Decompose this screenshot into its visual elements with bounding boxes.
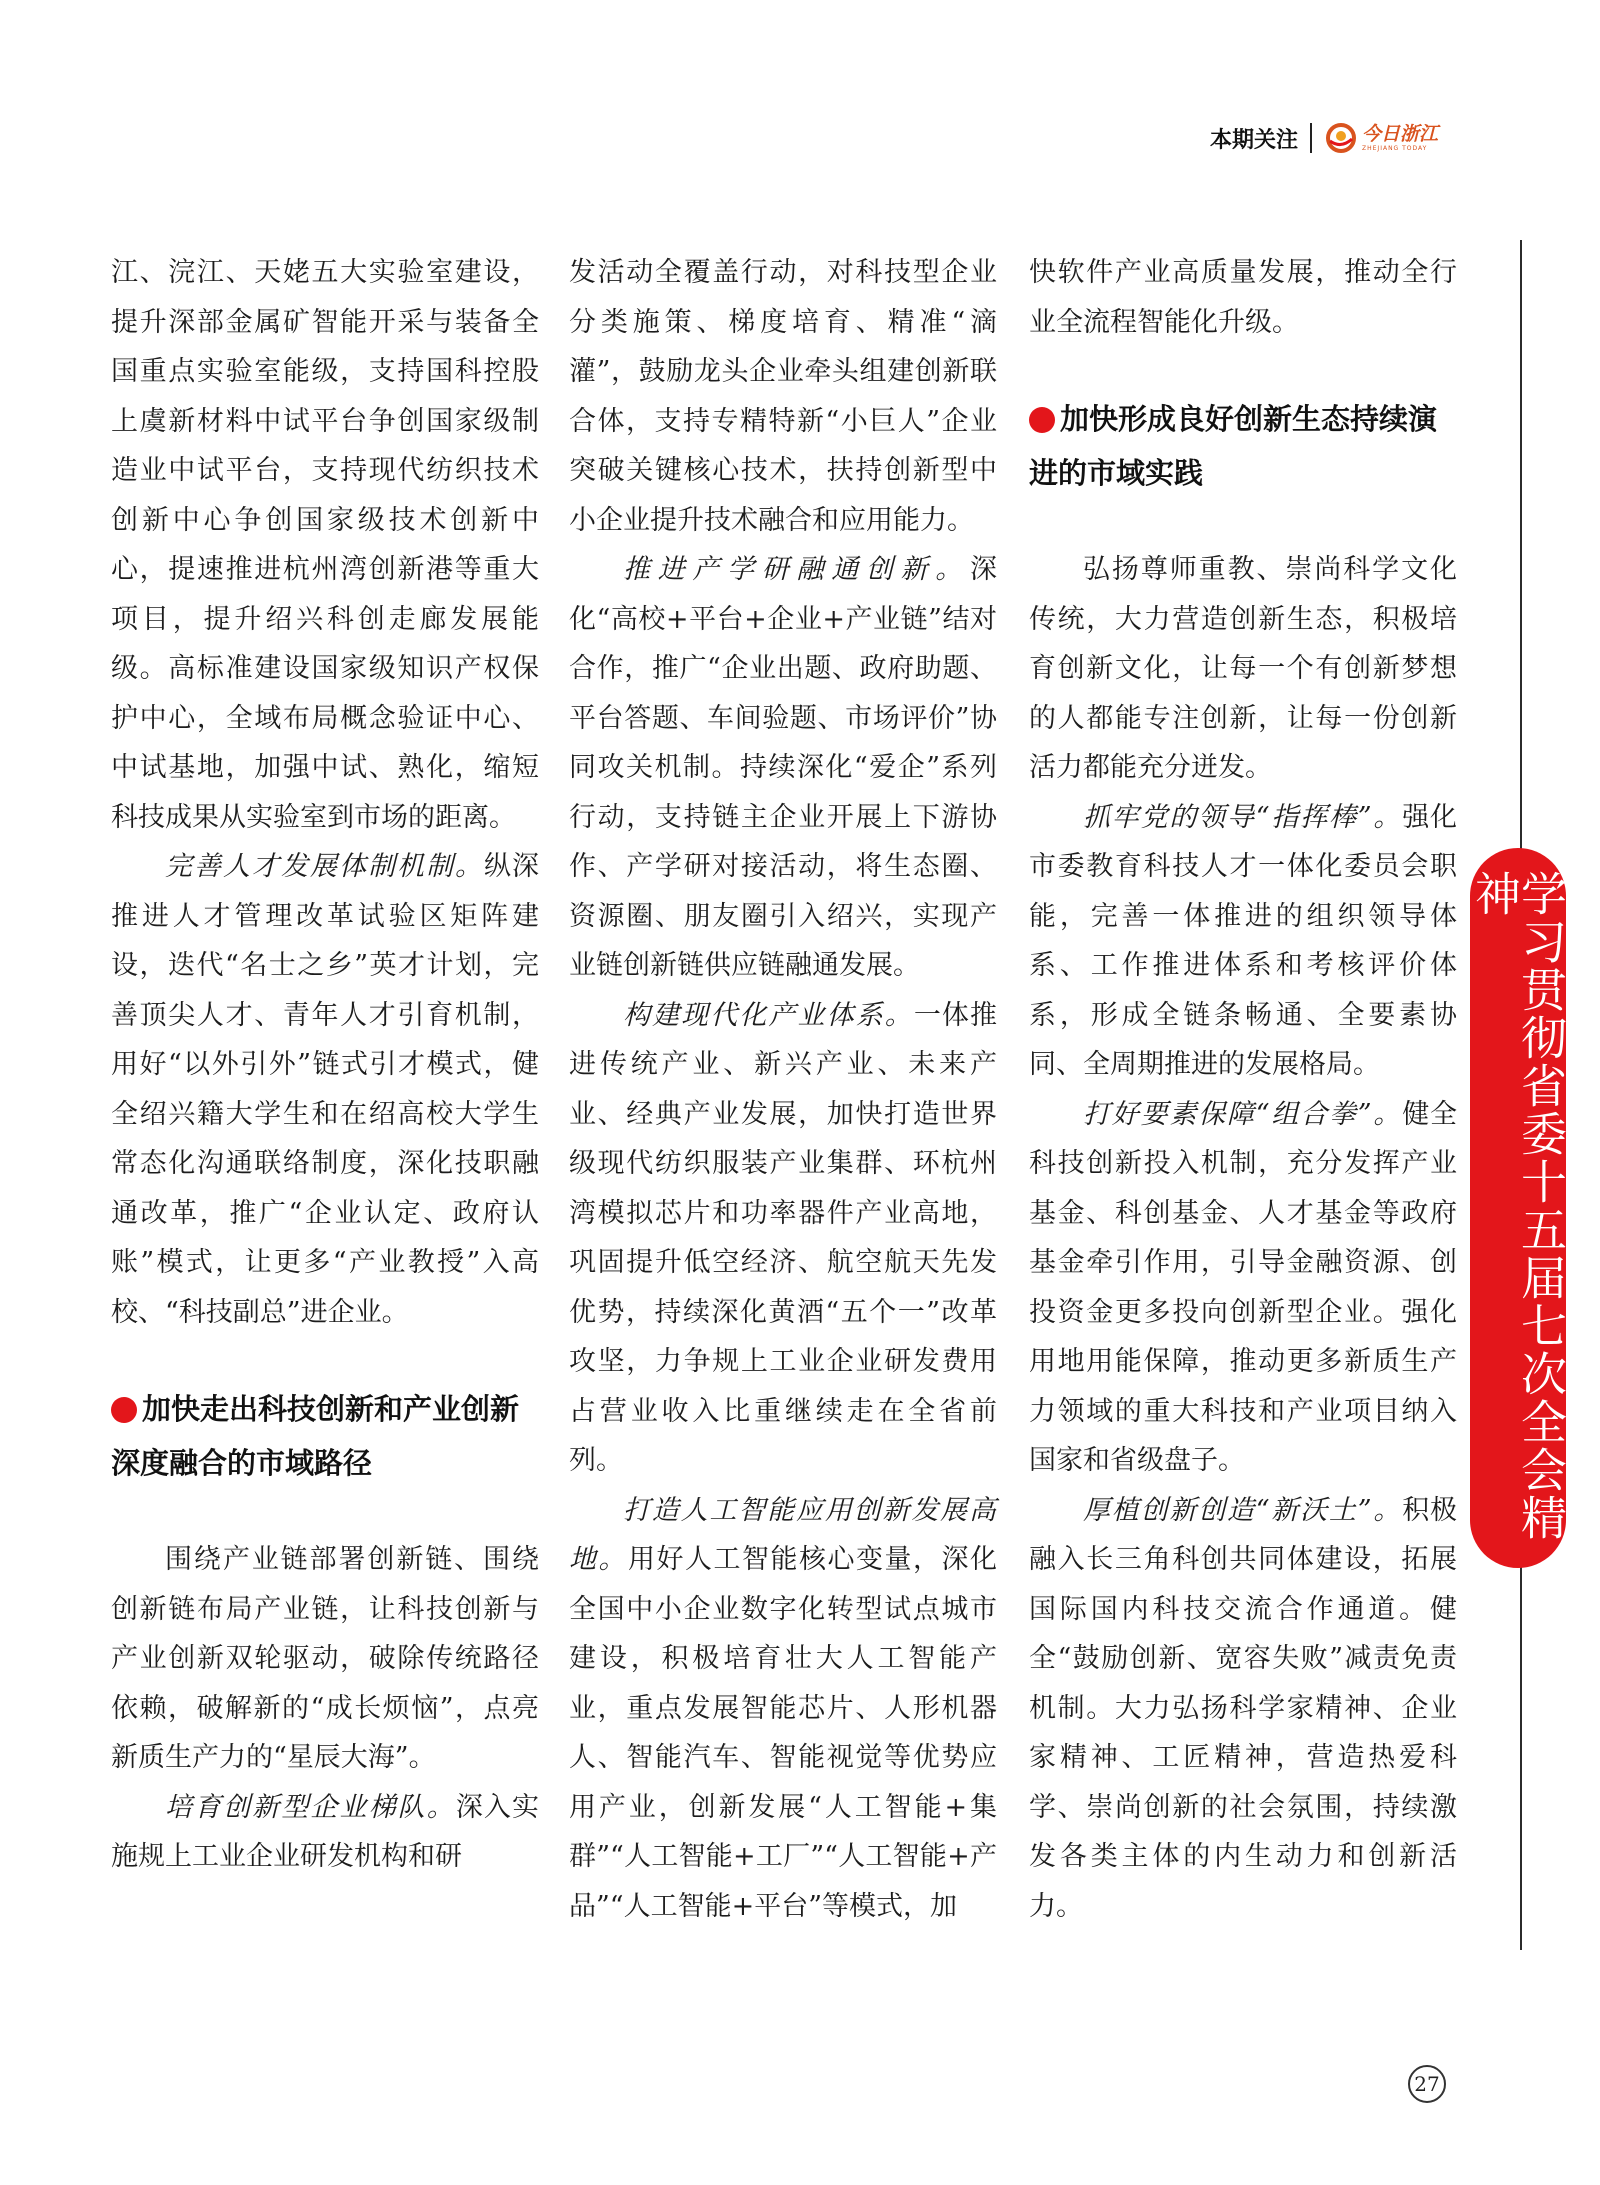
paragraph-lead: 打造人工智能应用创新发展高地。 [569, 1494, 997, 1575]
paragraph-body: 用好人工智能核心变量，深化全国中小企业数字化转型试点城市建设，积极培育壮大人工智能产业，重点发展智能芯片、人形机器人、智能汽车、智能视觉等优势应用产业，创新发展“人工智能+集群”“人工智能+工厂”“人工智能+产品”“人工智能+平台”等模式，加 [569, 1544, 997, 1922]
paragraph [1029, 793, 1457, 1090]
paragraph-body: 健全科技创新投入机制，充分发挥产业基金、科创基金、人才基金等政府基金牵引作用，引导金融资源、创投资金更多投向创新型企业。强化用地用能保障，推动更多新质生产力领域的重大科技和产业项目纳入国家和省级盘子。 [1029, 1098, 1458, 1476]
paragraph: 快软件产业高质量发展，推动全行业全流程智能化升级。 [1029, 257, 1457, 338]
paragraph [1029, 1486, 1457, 1932]
paragraph-lead: 完善人才发展体制机制。 [165, 851, 484, 882]
paragraph-body: 纵深推进人才管理改革试验区矩阵建设，迭代“名士之乡”英才计划，完善顶尖人才、青年人才引育机制，用好“以外引外”链式引才模式，健全绍兴籍大学生和在绍高校大学生常态化沟通联络制度，深化技职融通改革，推广“企业认定、政府认账”模式，让更多“产业教授”入高校、“科技副总”进企业。 [111, 851, 539, 1328]
paragraph-body: 一体推进传统产业、新兴产业、未来产业、经典产业发展，加快打造世界级现代纺织服装产业集群、环杭州湾模拟芯片和功率器件产业高地，巩固提升低空经济、航空航天先发优势，持续深化黄酒“五个一”改革攻坚，力争规上工业企业研发费用占营业收入比重继续走在全省前列。 [569, 999, 998, 1476]
paragraph-lead: 推进产学研融通创新。 [623, 554, 970, 585]
paragraph-body: 积极融入长三角科创共同体建设，拓展国际国内科技交流合作通道。健全“鼓励创新、宽容失败”减责免责机制。大力弘扬科学家精神、企业家精神、工匠精神，营造热爱科学、崇尚创新的社会氛围，持续激发各类主体的内生动力和创新活力。 [1029, 1494, 1458, 1922]
side-tab [1470, 848, 1566, 1568]
paragraph [569, 545, 997, 991]
header-divider [1310, 123, 1312, 153]
paragraph-body: 强化市委教育科技人才一体化委员会职能，完善一体推进的组织领导体系、工作推进体系和考核评价体系，形成全链条畅通、全要素协同、全周期推进的发展格局。 [1029, 801, 1458, 1080]
paragraph [111, 842, 539, 1337]
paragraph: 围绕产业链部署创新链、围绕创新链布局产业链，让科技创新与产业创新双轮驱动，破除传统路径依赖，破解新的“成长烦恼”，点亮新质生产力的“星辰大海”。 [111, 1544, 539, 1773]
article-column-2 [569, 248, 997, 1931]
page-number: 27 [1408, 2065, 1446, 2103]
logo-wordmark [1362, 122, 1439, 152]
sun-logo-icon [1324, 121, 1358, 155]
paragraph-body: 深化“高校+平台+企业+产业链”结对合作，推广“企业出题、政府助题、平台答题、车间验题、市场评价”协同攻关机制。持续深化“爱企”系列行动，支持链主企业开展上下游协作、产学研对接活动，将生态圈、资源圈、朋友圈引入绍兴，实现产业链创新链供应链融通发展。 [569, 554, 997, 981]
paragraph [569, 1486, 997, 1932]
page-header [1210, 118, 1438, 158]
paragraph-lead: 打好要素保障“组合拳”。 [1083, 1098, 1403, 1130]
paragraph-lead: 厚植创新创造“新沃土”。 [1083, 1494, 1403, 1526]
section-title: 本期关注 [1210, 127, 1299, 153]
paragraph-lead: 培育创新型企业梯队。 [165, 1791, 456, 1823]
bullet-dot-icon [111, 1397, 137, 1423]
article-column-1 [111, 248, 539, 1882]
section-heading [1029, 392, 1457, 500]
section-heading-text: 加快形成良好创新生态持续演进的市域实践 [1029, 402, 1438, 490]
paragraph-lead: 抓牢党的领导“指挥棒”。 [1083, 801, 1403, 833]
bullet-dot-icon [1029, 407, 1055, 433]
paragraph [1029, 1090, 1457, 1486]
section-heading [111, 1382, 539, 1490]
logo-subtext: ZHEJIANG TODAY [1362, 144, 1428, 152]
section-heading-text: 加快走出科技创新和产业创新深度融合的市域路径 [111, 1392, 520, 1480]
paragraph [111, 1783, 539, 1882]
paragraph: 弘扬尊师重教、崇尚科学文化传统，大力营造创新生态，积极培育创新文化，让每一个有创新梦想的人都能专注创新，让每一份创新活力都能充分迸发。 [1029, 554, 1457, 783]
paragraph-lead: 构建现代化产业体系。 [623, 999, 914, 1031]
paragraph [569, 991, 997, 1486]
logo-text: 今日浙江 [1362, 122, 1439, 145]
paragraph: 江、浣江、天姥五大实验室建设，提升深部金属矿智能开采与装备全国重点实验室能级，支持国科控股上虞新材料中试平台争创国家级制造业中试平台，支持现代纺织技术创新中心争创国家级技术创新中心，提速推进杭州湾创新港等重大项目，提升绍兴科创走廊发展能级。高标准建设国家级知识产权保护中心，全域布局概念验证中心、中试基地，加强中试、熟化，缩短科技成果从实验室到市场的距离。 [111, 257, 539, 833]
side-tab-text: 学习贯彻省委十五届七次全会精神 [1468, 870, 1568, 1542]
article-column-3 [1029, 248, 1457, 1931]
paragraph: 发活动全覆盖行动，对科技型企业分类施策、梯度培育、精准“滴灌”，鼓励龙头企业牵头组建创新联合体，支持专精特新“小巨人”企业突破关键核心技术，扶持创新型中小企业提升技术融合和应用能力。 [569, 257, 997, 536]
paragraph-body: 深入实施规上工业企业研发机构和研 [111, 1791, 540, 1872]
magazine-logo [1324, 121, 1438, 155]
